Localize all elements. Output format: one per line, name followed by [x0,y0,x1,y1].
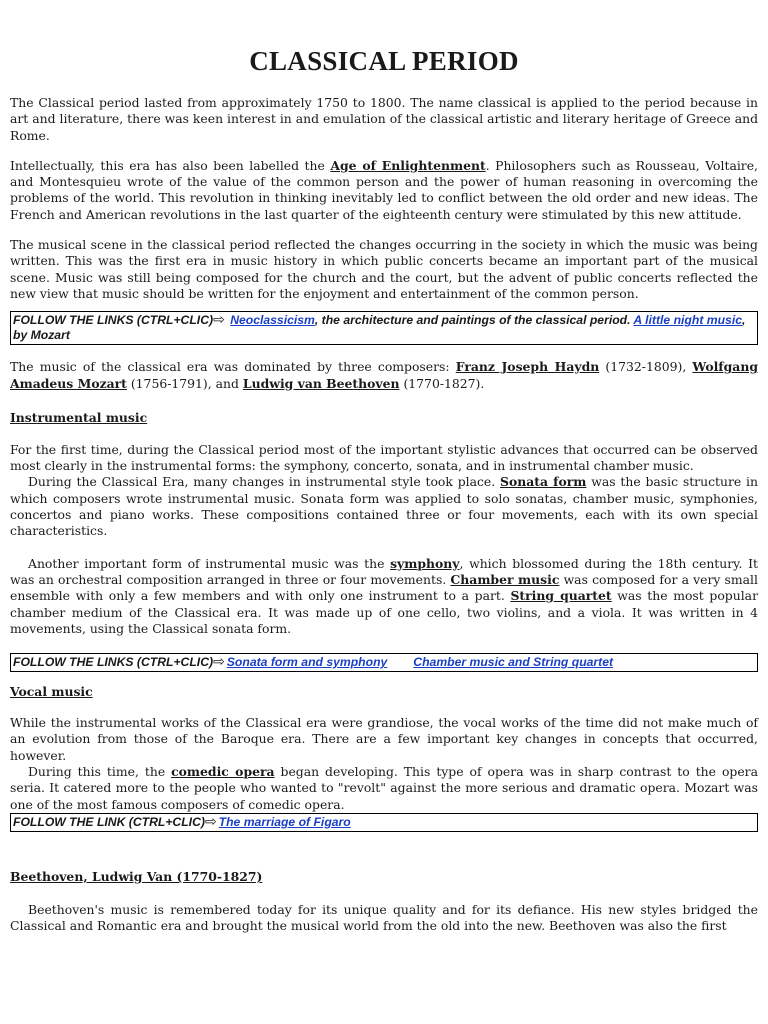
heading-instrumental-music: Instrumental music [10,409,148,425]
page-title: CLASSICAL PERIOD [249,46,519,76]
term-beethoven: Ludwig van Beethoven [242,375,400,391]
heading-vocal-music: Vocal music [10,684,93,700]
text-run: , by Mozart [13,313,746,343]
links-box-neoclassicism [10,311,758,345]
text-run: The music of the classical era was dominated by three composers: [10,359,456,375]
link-little-night-music[interactable]: A little night music [633,313,742,328]
vocal-paragraph-2 [10,764,758,813]
text-run: was the most popular chamber medium of the Classical era. It was made up of one cello, two violins, and a viola. It was written in 4 movements, using the Classical sonata form. [10,588,758,636]
link-marriage-of-figaro[interactable]: The marriage of Figaro [218,814,351,829]
term-string-quartet: String quartet [510,588,612,604]
text-run: Intellectually, this era has also been labelled the [10,157,331,173]
text-run: was the basic structure in which composers wrote instrumental music. Sonata form was applied to solo sonatas, chamber music, symphonies, concertos and piano works. These compositions contained three or four movements, each with its own special characteristics. [10,474,758,539]
heading-beethoven: Beethoven, Ludwig Van (1770-1827) [10,868,263,884]
term-symphony: symphony [390,555,460,571]
follow-link-label: FOLLOW THE LINK (CTRL+CLIC) [13,814,205,829]
text-run: , which blossomed during the 18th century. It was an orchestral composition arranged in three or four movements. [10,555,758,587]
link-sonata-form-and-symphony[interactable]: Sonata form and symphony [226,655,388,670]
term-age-of-enlightenment: Age of Enlightenment [330,157,486,173]
text-run: During the Classical Era, many changes in instrumental style took place. [28,474,500,490]
link-neoclassicism[interactable]: Neoclassicism [230,313,315,328]
term-haydn: Franz Joseph Haydn [455,359,600,375]
follow-links-label: FOLLOW THE LINKS (CTRL+CLIC) [13,655,214,670]
follow-links-label: FOLLOW THE LINKS (CTRL+CLIC) [13,313,214,328]
links-box-sonata [10,653,758,672]
text-run: began developing. This type of opera was in sharp contrast to the opera seria. It catered more to the people who wanted to "revolt" against the more serious and dramatic opera. Mozart was one of the most famous composers of comedic opera. [10,764,758,812]
vocal-paragraph-1: While the instrumental works of the Classical era were grandiose, the vocal works of the time did not make much of an evolution from those of the Baroque era. There are a few important key changes in concepts that occurred, however. [10,715,758,763]
text-run: Another important form of instrumental music was the [28,555,391,571]
beethoven-paragraph: Beethoven's music is remembered today for its unique quality and for its defiance. His new styles bridged the Classical and Romantic era and brought the musical world from the old into the new. Beethoven was also the first [10,901,758,934]
text-run: (1732-1809), [599,359,693,375]
link-chamber-music-and-string-quartet[interactable]: Chamber music and String quartet [413,655,614,670]
links-box-figaro [10,813,758,832]
enlightenment-paragraph [10,158,758,223]
composers-paragraph [10,359,758,392]
right-arrow-icon: ⇨ [213,653,225,670]
musical-scene-paragraph: The musical scene in the classical period reflected the changes occurring in the society in which the music was being written. This was the first era in music history in which public concerts became an important part of the musical scene. Music was still being composed for the church and the court, but the advent of public concerts reflected the new view that music should be written for the enjoyment and entertainment of the common person. [10,237,758,301]
intro-paragraph: The Classical period lasted from approximately 1750 to 1800. The name classical is applied to the period because in art and literature, there was keen interest in and emulation of the classical artistic and literary heritage of Greece and Rome. [10,95,758,143]
term-comedic-opera: comedic opera [171,764,275,780]
text-run: . Philosophers such as Rousseau, Voltaire, and Montesquieu wrote of the value of the common person and the power of human reasoning in overcoming the problems of the world. This revolution in thinking inevitably led to conflict between the old order and new ideas. The French and American revolutions in the last quarter of the eighteenth century were stimulated by this new attitude. [10,157,758,222]
term-chamber-music: Chamber music [450,571,560,587]
text-run: (1770-1827). [399,375,485,391]
right-arrow-icon: ⇨ [204,812,217,829]
text-run: , the architecture and paintings of the classical period. [314,313,634,328]
text-run: was composed for a very small ensemble with only a few members and with only one instrument to a part. [10,571,758,604]
right-arrow-icon: ⇨ [213,311,225,328]
instrumental-paragraph-1: For the first time, during the Classical period most of the important stylistic advances that occurred can be observed most clearly in the instrumental forms: the symphony, concerto, sonata, and in instrumental chamber music. [10,441,758,474]
symphony-paragraph [10,556,758,637]
term-mozart: Wolfgang Amadeus Mozart [10,359,758,391]
text-run: (1756-1791), and [126,375,243,391]
term-sonata-form: Sonata form [500,474,587,490]
instrumental-paragraph-2 [10,474,758,539]
text-run: During this time, the [28,764,172,780]
document-page [10,0,758,935]
